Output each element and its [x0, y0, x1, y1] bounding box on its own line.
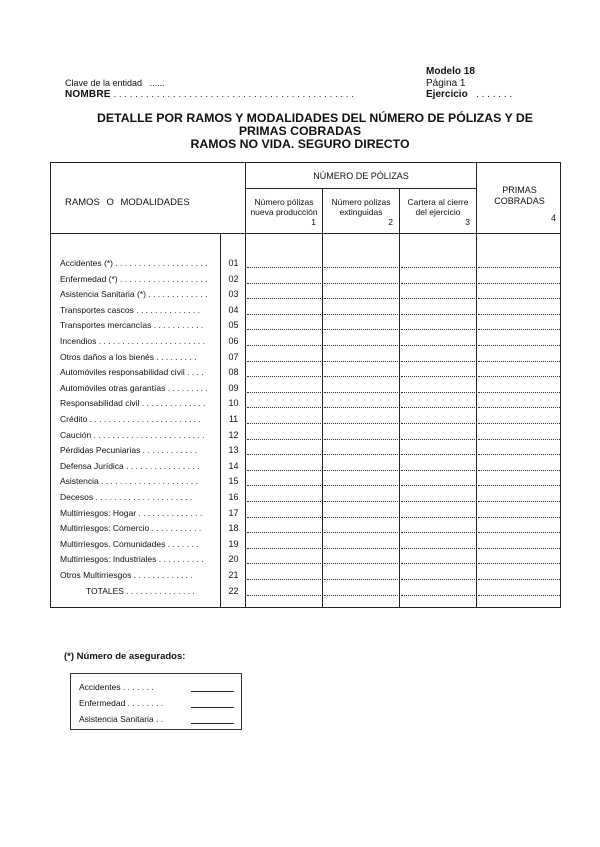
nombre-line	[65, 89, 354, 100]
asegurados-asistencia-field[interactable]	[191, 723, 234, 724]
row-input-col-1[interactable]	[247, 423, 321, 424]
model-header	[426, 66, 512, 101]
table-row	[51, 443, 562, 459]
col1-line1: Número pólizas	[254, 197, 314, 207]
table-row	[51, 396, 562, 412]
row-input-col-3[interactable]	[401, 329, 475, 330]
header-col-1	[246, 197, 322, 227]
table-row	[51, 459, 562, 475]
table-row	[51, 303, 562, 319]
row-input-col-3[interactable]	[401, 423, 475, 424]
clave-entidad-label: Clave de la entidad	[65, 78, 143, 88]
col2-number: 2	[388, 217, 393, 227]
primas-line2: COBRADAS	[494, 195, 545, 206]
row-input-col-3[interactable]	[401, 485, 475, 486]
polizas-table	[50, 162, 561, 608]
row-input-col-2[interactable]	[324, 485, 398, 486]
row-code: 18	[228, 523, 239, 534]
row-input-col-2[interactable]	[324, 595, 398, 596]
row-code: 15	[228, 476, 239, 487]
row-input-col-4[interactable]	[478, 548, 560, 549]
row-input-col-2[interactable]	[324, 501, 398, 502]
row-input-col-4[interactable]	[478, 454, 560, 455]
header-col-3	[400, 197, 476, 227]
ejercicio-field[interactable]: . . . . . . .	[476, 89, 513, 100]
row-input-col-4[interactable]	[478, 392, 560, 393]
row-input-col-3[interactable]	[401, 439, 475, 440]
row-input-col-3[interactable]	[401, 407, 475, 408]
row-code: 11	[228, 414, 239, 424]
row-input-col-1[interactable]	[247, 470, 321, 471]
row-input-col-2[interactable]	[324, 298, 398, 299]
row-label: Multirriesgos: Hogar . . . . . . . . . . . . . .	[60, 507, 203, 518]
table-row	[51, 537, 562, 553]
row-input-col-4[interactable]	[478, 376, 560, 377]
row-input-col-4[interactable]	[478, 329, 560, 330]
row-input-col-3[interactable]	[401, 501, 475, 502]
pagina-label: Página 1	[426, 77, 466, 89]
row-code: 06	[228, 336, 239, 346]
table-row	[51, 334, 562, 350]
row-input-col-2[interactable]	[324, 376, 398, 377]
row-code: 05	[228, 320, 239, 331]
row-label: Incendios . . . . . . . . . . . . . . . . . . . . . . .	[60, 336, 206, 346]
asegurados-enfermedad-label: Enfermedad . . . . . . . .	[79, 698, 164, 708]
header-col-2	[323, 197, 399, 227]
nombre-label: NOMBRE	[65, 89, 111, 100]
row-input-col-4[interactable]	[478, 314, 560, 315]
row-input-col-4[interactable]	[478, 298, 560, 299]
row-input-col-1[interactable]	[247, 532, 321, 533]
col3-line1: Cartera al cierre	[407, 197, 469, 207]
row-input-col-4[interactable]	[478, 267, 560, 268]
row-input-col-4[interactable]	[478, 361, 560, 362]
row-input-col-2[interactable]	[324, 423, 398, 424]
title-line-3: RAMOS NO VIDA. SEGURO DIRECTO	[190, 137, 410, 151]
row-input-col-3[interactable]	[401, 283, 475, 284]
table-row	[51, 506, 562, 522]
row-input-col-3[interactable]	[401, 298, 475, 299]
row-input-col-2[interactable]	[324, 532, 398, 533]
modelo-label: Modelo 18	[426, 66, 475, 77]
table-row	[51, 474, 562, 490]
row-input-col-2[interactable]	[324, 470, 398, 471]
table-row	[51, 552, 562, 568]
primas-line1: PRIMAS	[502, 185, 537, 195]
row-input-col-2[interactable]	[324, 329, 398, 330]
header-primas-cobradas	[477, 185, 562, 224]
row-input-col-1[interactable]	[247, 267, 321, 268]
row-label: Otros Multirriesgos . . . . . . . . . . . . .	[60, 570, 193, 580]
row-input-col-2[interactable]	[324, 454, 398, 455]
row-input-col-2[interactable]	[324, 283, 398, 284]
row-input-col-3[interactable]	[401, 532, 475, 533]
nombre-field[interactable]: . . . . . . . . . . . . . . . . . . . . . . . . . . . . . . . . . . . . . . . . . . . . .	[113, 89, 354, 99]
row-input-col-1[interactable]	[247, 329, 321, 330]
header-bottom-line	[51, 233, 560, 234]
row-label: Automóviles otras garantías . . . . . . . . .	[60, 382, 208, 393]
title-line-2: PRIMAS COBRADAS	[238, 124, 362, 138]
ejercicio-label: Ejercicio	[426, 89, 468, 100]
table-row	[51, 428, 562, 444]
col3-line2: del ejercicio	[415, 207, 461, 217]
row-input-col-3[interactable]	[401, 376, 475, 377]
row-code: 02	[228, 273, 239, 284]
row-label: Transportes mercancías . . . . . . . . . . .	[60, 320, 204, 331]
row-code: 04	[228, 304, 239, 315]
row-input-col-1[interactable]	[247, 501, 321, 502]
asegurados-asistencia-label: Asistencia Sanitaria . .	[79, 714, 164, 724]
table-row	[51, 256, 562, 272]
row-code: 13	[228, 445, 239, 456]
row-label: Asistencia Sanitaria (*) . . . . . . . . . . . . .	[60, 289, 208, 300]
row-input-col-1[interactable]	[247, 283, 321, 284]
asegurados-box	[70, 673, 242, 730]
row-label: Multirriesgos: Industriales . . . . . . . . . .	[60, 554, 204, 565]
row-input-col-1[interactable]	[247, 298, 321, 299]
row-input-col-3[interactable]	[401, 267, 475, 268]
row-input-col-1[interactable]	[247, 454, 321, 455]
primas-number: 4	[550, 213, 556, 223]
row-input-col-2[interactable]	[324, 392, 398, 393]
table-row	[51, 365, 562, 381]
row-input-col-4[interactable]	[478, 345, 560, 346]
table-row	[51, 287, 562, 303]
row-input-col-2[interactable]	[324, 579, 398, 580]
row-input-col-2[interactable]	[324, 439, 398, 440]
row-input-col-1[interactable]	[247, 579, 321, 580]
row-input-col-3[interactable]	[401, 579, 475, 580]
row-label: Transportes cascos . . . . . . . . . . . . . .	[60, 304, 200, 315]
row-input-col-1[interactable]	[247, 439, 321, 440]
row-input-col-3[interactable]	[401, 563, 475, 564]
group-header-underline	[245, 188, 476, 189]
row-input-col-1[interactable]	[247, 376, 321, 377]
row-code: 07	[228, 351, 239, 362]
table-row	[51, 521, 562, 537]
row-code: 22	[228, 585, 239, 596]
row-code: 16	[228, 492, 239, 502]
row-code: 20	[228, 554, 239, 565]
header-ramos-modalidades: RAMOS O MODALIDADES	[65, 197, 190, 208]
row-input-col-3[interactable]	[401, 548, 475, 549]
row-label: Multirriesgos. Comunidades . . . . . . .	[60, 538, 199, 549]
clave-entidad-field[interactable]: ......	[149, 78, 165, 88]
row-input-col-2[interactable]	[324, 361, 398, 362]
row-input-col-4[interactable]	[478, 532, 560, 533]
asegurados-enfermedad-field[interactable]	[191, 707, 234, 708]
table-row	[51, 272, 562, 288]
row-input-col-4[interactable]	[478, 579, 560, 580]
row-input-col-4[interactable]	[478, 517, 560, 518]
row-input-col-1[interactable]	[247, 345, 321, 346]
row-code: 21	[228, 570, 239, 580]
entity-header	[65, 78, 354, 100]
row-code: 03	[228, 289, 239, 300]
row-input-col-4[interactable]	[478, 423, 560, 424]
row-code: 10	[228, 398, 239, 409]
row-code: 19	[228, 538, 239, 549]
row-input-col-4[interactable]	[478, 407, 560, 408]
row-input-col-3[interactable]	[401, 595, 475, 596]
asegurados-accidentes-field[interactable]	[191, 691, 234, 692]
row-input-col-1[interactable]	[247, 548, 321, 549]
row-input-col-2[interactable]	[324, 267, 398, 268]
page-title	[0, 112, 600, 151]
row-input-col-4[interactable]	[478, 563, 560, 564]
header-numero-polizas: NÚMERO DE PÓLIZAS	[313, 171, 409, 181]
row-label: TOTALES . . . . . . . . . . . . . . .	[86, 585, 195, 596]
row-input-col-4[interactable]	[478, 283, 560, 284]
table-row	[51, 350, 562, 366]
row-input-col-1[interactable]	[247, 595, 321, 596]
row-input-col-1[interactable]	[247, 314, 321, 315]
row-input-col-2[interactable]	[324, 407, 398, 408]
table-row	[51, 318, 562, 334]
row-label: Caución . . . . . . . . . . . . . . . . . . . . . . . .	[60, 429, 205, 440]
asegurados-accidentes-label: Accidentes . . . . . . .	[79, 682, 154, 692]
row-input-col-3[interactable]	[401, 454, 475, 455]
row-input-col-4[interactable]	[478, 470, 560, 471]
row-input-col-3[interactable]	[401, 361, 475, 362]
row-input-col-4[interactable]	[478, 501, 560, 502]
table-row	[51, 584, 562, 600]
clave-entidad-line	[65, 78, 354, 89]
row-input-col-1[interactable]	[247, 485, 321, 486]
row-label: Defensa Jurídica . . . . . . . . . . . . . . . .	[60, 460, 200, 471]
row-input-col-4[interactable]	[478, 485, 560, 486]
col3-number: 3	[465, 217, 470, 227]
row-label: Decesos . . . . . . . . . . . . . . . . . . . . .	[60, 492, 193, 502]
row-code: 12	[228, 429, 239, 440]
row-input-col-3[interactable]	[401, 392, 475, 393]
row-label: Automóviles responsabilidad civil . . . .	[60, 367, 204, 378]
row-label: Crédito . . . . . . . . . . . . . . . . . . . . . . . .	[60, 414, 201, 424]
row-input-col-2[interactable]	[324, 563, 398, 564]
row-label: Multirriesgos: Comercio . . . . . . . . . . .	[60, 523, 202, 534]
row-input-col-1[interactable]	[247, 407, 321, 408]
row-code: 09	[228, 382, 239, 393]
title-line-1: DETALLE POR RAMOS Y MODALIDADES DEL NÚMERO DE PÓLIZAS Y DE	[97, 111, 533, 125]
row-input-col-1[interactable]	[247, 563, 321, 564]
col1-line2: nueva producción	[250, 207, 318, 217]
row-label: Responsabilidad civil . . . . . . . . . . . . . .	[60, 398, 206, 409]
row-label: Accidentes (*) . . . . . . . . . . . . . . . . . . . .	[60, 258, 208, 268]
row-input-col-3[interactable]	[401, 470, 475, 471]
row-label: Otros daños a los bienés . . . . . . . . .	[60, 351, 197, 362]
col1-number: 1	[311, 217, 316, 227]
row-input-col-2[interactable]	[324, 548, 398, 549]
table-row	[51, 412, 562, 428]
col2-line1: Número polizas	[331, 197, 391, 207]
row-input-col-2[interactable]	[324, 517, 398, 518]
row-input-col-3[interactable]	[401, 314, 475, 315]
row-label: Asistencia . . . . . . . . . . . . . . . . . . . . .	[60, 476, 198, 487]
row-input-col-1[interactable]	[247, 392, 321, 393]
row-label: Pérdidas Pecuniarias . . . . . . . . . . . .	[60, 445, 198, 456]
row-code: 01	[228, 258, 239, 268]
row-input-col-2[interactable]	[324, 314, 398, 315]
table-row	[51, 490, 562, 506]
table-row	[51, 381, 562, 397]
row-input-col-2[interactable]	[324, 345, 398, 346]
row-input-col-1[interactable]	[247, 517, 321, 518]
col2-line2: extinguidas	[339, 207, 383, 217]
row-input-col-1[interactable]	[247, 361, 321, 362]
row-label: Enfermedad (*) . . . . . . . . . . . . . . . . . . .	[60, 273, 208, 284]
row-code: 14	[228, 460, 239, 471]
footnote-title: (*) Número de asegurados:	[64, 651, 186, 662]
row-input-col-4[interactable]	[478, 595, 560, 596]
row-code: 08	[228, 367, 239, 378]
row-input-col-3[interactable]	[401, 517, 475, 518]
table-row	[51, 568, 562, 584]
row-code: 17	[228, 507, 239, 518]
row-input-col-4[interactable]	[478, 439, 560, 440]
row-input-col-3[interactable]	[401, 345, 475, 346]
